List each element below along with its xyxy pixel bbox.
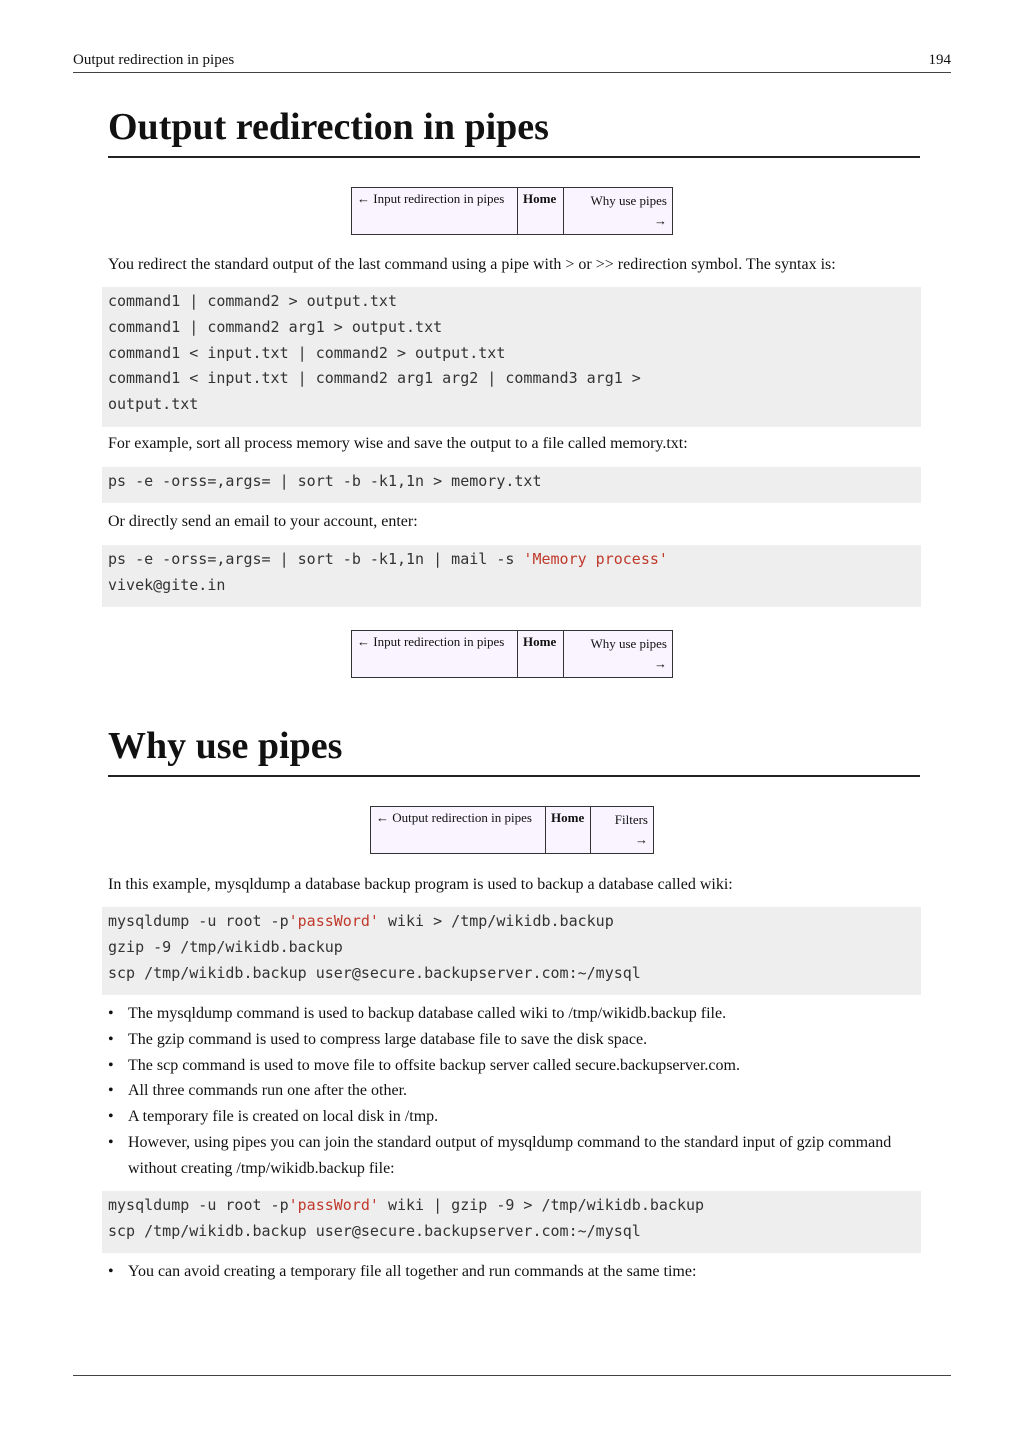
code-block-mysqldump: mysqldump -u root -p'passWord' wiki > /tmp/wikidb.backup gzip -9 /tmp/wikidb.backup scp /tmp/wikidb.backup user@secure.backupserver.com:~/mysql <box>102 907 921 995</box>
running-header-title: Output redirection in pipes <box>73 52 235 68</box>
nav-home-link[interactable]: Home <box>518 188 564 235</box>
email-paragraph-wrap <box>108 511 920 533</box>
section-2-intro: In this example, mysqldump a database backup program is used to backup a database called wiki: <box>108 876 733 893</box>
bullet-list-final <box>108 1259 920 1285</box>
list-item: • A temporary file is created on local disk in /tmp. <box>108 1104 920 1130</box>
section-2-intro-wrap <box>108 874 920 896</box>
email-paragraph: Or directly send an email to your account, enter: <box>108 513 418 530</box>
example-paragraph-wrap <box>108 433 920 455</box>
list-item: • However, using pipes you can join the standard output of mysqldump command to the standard input of gzip command without creating /tmp/wikidb.backup file: <box>108 1130 920 1182</box>
page-number: 194 <box>928 52 951 68</box>
section-1-nav-top <box>351 187 673 235</box>
list-item: • The scp command is used to move file to offsite backup server called secure.backupserver.com. <box>108 1053 920 1079</box>
section-1-intro <box>108 254 920 276</box>
nav-home-link[interactable]: Home <box>546 807 591 854</box>
running-header <box>73 52 951 73</box>
section-1-nav-bottom <box>351 630 673 678</box>
footer-rule <box>73 1375 951 1376</box>
list-item: • All three commands run one after the other. <box>108 1078 920 1104</box>
nav-prev-link[interactable]: ← Output redirection in pipes <box>371 807 546 854</box>
example-paragraph: For example, sort all process memory wise and save the output to a file called memory.txt: <box>108 435 688 452</box>
right-arrow-icon: → <box>654 656 667 671</box>
code-block-syntax: command1 | command2 > output.txt command1 | command2 arg1 > output.txt command1 < input.txt | command2 > output.txt command1 < input.txt | command2 arg1 arg2 | command3 arg1 > output.txt <box>102 287 921 427</box>
code-block-pipe-gzip: mysqldump -u root -p'passWord' wiki | gzip -9 > /tmp/wikidb.backup scp /tmp/wikidb.backup user@secure.backupserver.com:~/mysql <box>102 1191 921 1253</box>
list-item: • The mysqldump command is used to backup database called wiki to /tmp/wikidb.backup file. <box>108 1001 920 1027</box>
nav-prev-link[interactable]: ← Input redirection in pipes <box>352 631 518 678</box>
section-1-title: Output redirection in pipes <box>108 104 920 158</box>
section-2-nav <box>370 806 654 854</box>
nav-prev-link[interactable]: ← Input redirection in pipes <box>352 188 518 235</box>
nav-home-link[interactable]: Home <box>518 631 564 678</box>
nav-next-link[interactable]: Filters → <box>591 807 654 854</box>
list-item: • The gzip command is used to compress large database file to save the disk space. <box>108 1027 920 1053</box>
section-2-title: Why use pipes <box>108 723 920 777</box>
section-2-heading-wrap <box>108 723 920 777</box>
code-block-mail: ps -e -orss=,args= | sort -b -k1,1n | mail -s 'Memory process' vivek@gite.in <box>102 545 921 607</box>
intro-paragraph: You redirect the standard output of the last command using a pipe with > or >> redirection symbol. The syntax is: <box>108 256 836 273</box>
right-arrow-icon: → <box>635 832 648 847</box>
nav-next-link[interactable]: Why use pipes → <box>564 631 673 678</box>
bullet-list <box>108 1001 920 1182</box>
right-arrow-icon: → <box>654 213 667 228</box>
list-item: • You can avoid creating a temporary file all together and run commands at the same time: <box>108 1259 920 1285</box>
code-block-sort: ps -e -orss=,args= | sort -b -k1,1n > memory.txt <box>102 467 921 503</box>
nav-next-link[interactable]: Why use pipes → <box>564 188 673 235</box>
section-1-heading-wrap <box>108 104 920 158</box>
